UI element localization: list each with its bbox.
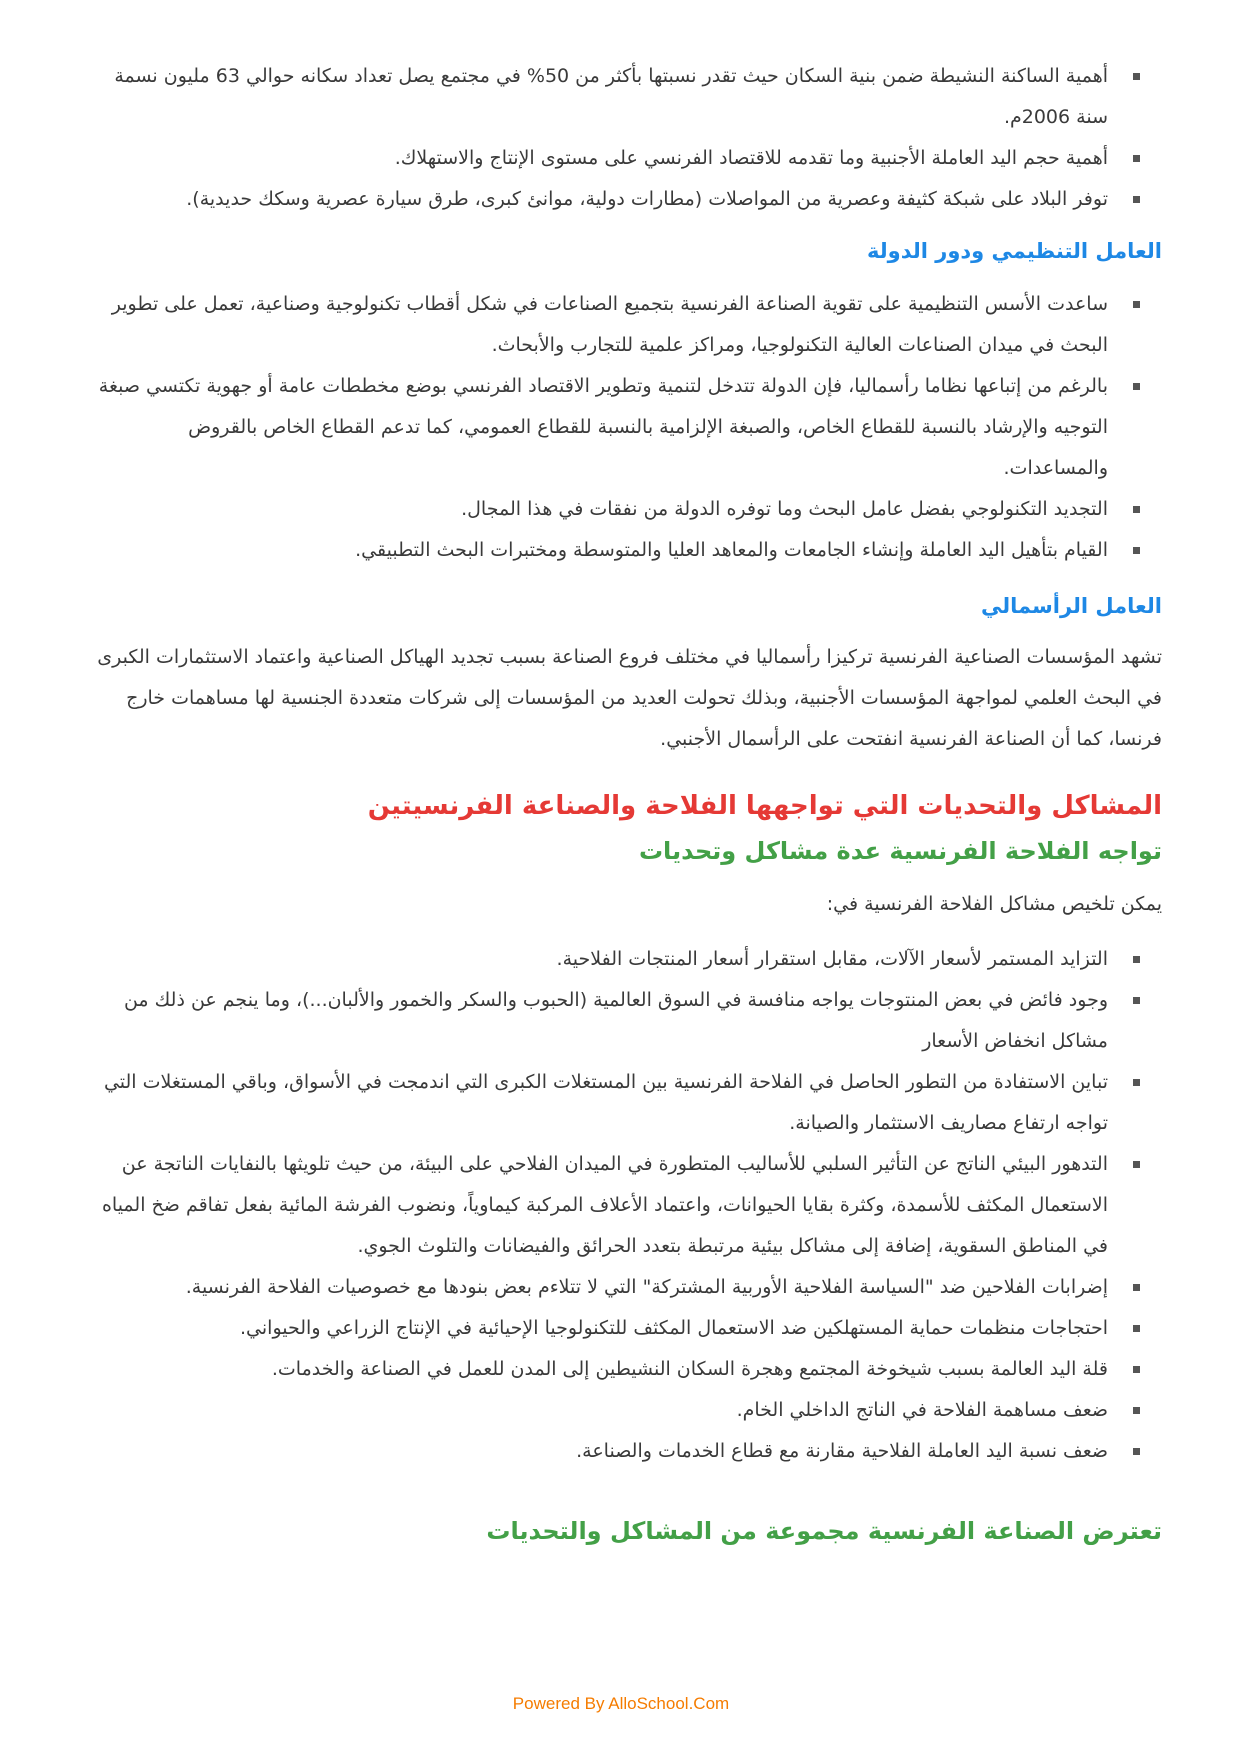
list-item: القيام بتأهيل اليد العاملة وإنشاء الجامعات والمعاهد العليا والمتوسطة ومختبرات البحث التطبيقي.: [80, 530, 1162, 571]
heading-organizational-factor: العامل التنظيمي ودور الدولة: [867, 239, 1162, 263]
footer-link-text[interactable]: Powered By AlloSchool.Com: [512, 1694, 730, 1713]
list-item: وجود فائض في بعض المنتوجات يواجه منافسة في السوق العالمية (الحبوب والسكر والخمور والألبان...)، وما ينجم عن ذلك من مشاكل انخفاض الأسعار: [80, 980, 1162, 1062]
footer-powered-by[interactable]: [0, 1694, 1242, 1714]
list-item: التزايد المستمر لأسعار الآلات، مقابل استقرار أسعار المنتجات الفلاحية.: [80, 939, 1162, 980]
list-item: التجديد التكنولوجي بفضل عامل البحث وما توفره الدولة من نفقات في هذا المجال.: [80, 489, 1162, 530]
list-item: ضعف مساهمة الفلاحة في الناتج الداخلي الخام.: [80, 1390, 1162, 1431]
list-item: احتجاجات منظمات حماية المستهلكين ضد الاستعمال المكثف للتكنولوجيا الإحيائية في الإنتاج الزراعي والحيواني.: [80, 1308, 1162, 1349]
heading-industry-problems: تعترض الصناعة الفرنسية مجموعة من المشاكل والتحديات: [486, 1517, 1162, 1545]
square-bullet-icon: [1133, 73, 1140, 80]
square-bullet-icon: [1133, 383, 1140, 390]
square-bullet-icon: [1133, 1079, 1140, 1086]
heading-agriculture-problems: تواجه الفلاحة الفرنسية عدة مشاكل وتحديات: [638, 837, 1162, 865]
list-item: أهمية الساكنة النشيطة ضمن بنية السكان حيث تقدر نسبتها بأكثر من 50% في مجتمع يصل تعداد سكانه حوالي 63 مليون نسمة سنة 2006م.: [80, 56, 1162, 138]
list-item: توفر البلاد على شبكة كثيفة وعصرية من المواصلات (مطارات دولية، موانئ كبرى، طرق سيارة عصرية وسكك حديدية).: [80, 179, 1162, 220]
list-item: إضرابات الفلاحين ضد "السياسة الفلاحية الأوربية المشتركة" التي لا تتلاءم بعض بنودها مع خصوصيات الفلاحة الفرنسية.: [80, 1267, 1162, 1308]
heading-capitalist-factor: العامل الرأسمالي: [981, 594, 1162, 618]
list-item: أهمية حجم اليد العاملة الأجنبية وما تقدمه للاقتصاد الفرنسي على مستوى الإنتاج والاستهلاك.: [80, 138, 1162, 179]
list-item: ضعف نسبة اليد العاملة الفلاحية مقارنة مع قطاع الخدمات والصناعة.: [80, 1431, 1162, 1472]
paragraph-capitalist: تشهد المؤسسات الصناعية الفرنسية تركيزا رأسماليا في مختلف فروع الصناعة بسبب تجديد الهياكل الصناعية واعتماد الاستثمارات الكبرى في البحث العلمي لمواجهة المؤسسات الأجنبية، وبذلك تحولت العديد من المؤسسات إلى شركات متعددة الجنسية لها مساهمات خارج فرنسا، كما أن الصناعة الفرنسية انفتحت على الرأسمال الأجنبي.: [97, 646, 1162, 750]
list-item: ساعدت الأسس التنظيمية على تقوية الصناعة الفرنسية بتجميع الصناعات في شكل أقطاب تكنولوجية وصناعية، تعمل على تطوير البحث في ميدان الصناعات العالية التكنولوجيا، ومراكز علمية للتجارب والأبحاث.: [80, 284, 1162, 366]
heading-problems-challenges: المشاكل والتحديات التي تواجهها الفلاحة والصناعة الفرنسيتين: [367, 791, 1162, 821]
square-bullet-icon: [1133, 956, 1140, 963]
list-item: بالرغم من إتباعها نظاما رأسماليا، فإن الدولة تتدخل لتنمية وتطوير الاقتصاد الفرنسي بوضع مخططات عامة أو جهوية تكتسي صبغة التوجيه والإرشاد بالنسبة للقطاع الخاص، والصبغة الإلزامية بالنسبة للقطاع العمومي، كما تدعم القطاع الخاص بالقروض والمساعدات.: [80, 366, 1162, 489]
square-bullet-icon: [1133, 1407, 1140, 1414]
list-item: تباين الاستفادة من التطور الحاصل في الفلاحة الفرنسية بين المستغلات الكبرى التي اندمجت في الأسواق، وباقي المستغلات التي تواجه ارتفاع مصاريف الاستثمار والصيانة.: [80, 1062, 1162, 1144]
list-item: قلة اليد العالمة بسبب شيخوخة المجتمع وهجرة السكان النشيطين إلى المدن للعمل في الصناعة والخدمات.: [80, 1349, 1162, 1390]
square-bullet-icon: [1133, 1366, 1140, 1373]
square-bullet-icon: [1133, 196, 1140, 203]
square-bullet-icon: [1133, 1284, 1140, 1291]
document-page: [80, 56, 1162, 1550]
square-bullet-icon: [1133, 1448, 1140, 1455]
square-bullet-icon: [1133, 155, 1140, 162]
list-item: التدهور البيئي الناتج عن التأثير السلبي للأساليب المتطورة في الميدان الفلاحي على البيئة، من حيث تلويثها بالنفايات الناتجة عن الاستعمال المكثف للأسمدة، وكثرة بقايا الحيوانات، واعتماد الأعلاف المركبة كيماوياً، ونضوب الفرشة المائية بفعل تفاقم ضخ المياه في المناطق السقوية، إضافة إلى مشاكل بيئية مرتبطة بتعدد الحرائق والفيضانات والتلوث الجوي.: [80, 1144, 1162, 1267]
square-bullet-icon: [1133, 1161, 1140, 1168]
intro-agriculture-problems: يمكن تلخيص مشاكل الفلاحة الفرنسية في:: [826, 893, 1162, 915]
square-bullet-icon: [1133, 301, 1140, 308]
bullet-list-agriculture-problems: [80, 939, 1162, 1472]
square-bullet-icon: [1133, 1325, 1140, 1332]
square-bullet-icon: [1133, 547, 1140, 554]
square-bullet-icon: [1133, 506, 1140, 513]
bullet-list-active-population: [80, 56, 1162, 220]
bullet-list-organizational: [80, 284, 1162, 571]
square-bullet-icon: [1133, 997, 1140, 1004]
